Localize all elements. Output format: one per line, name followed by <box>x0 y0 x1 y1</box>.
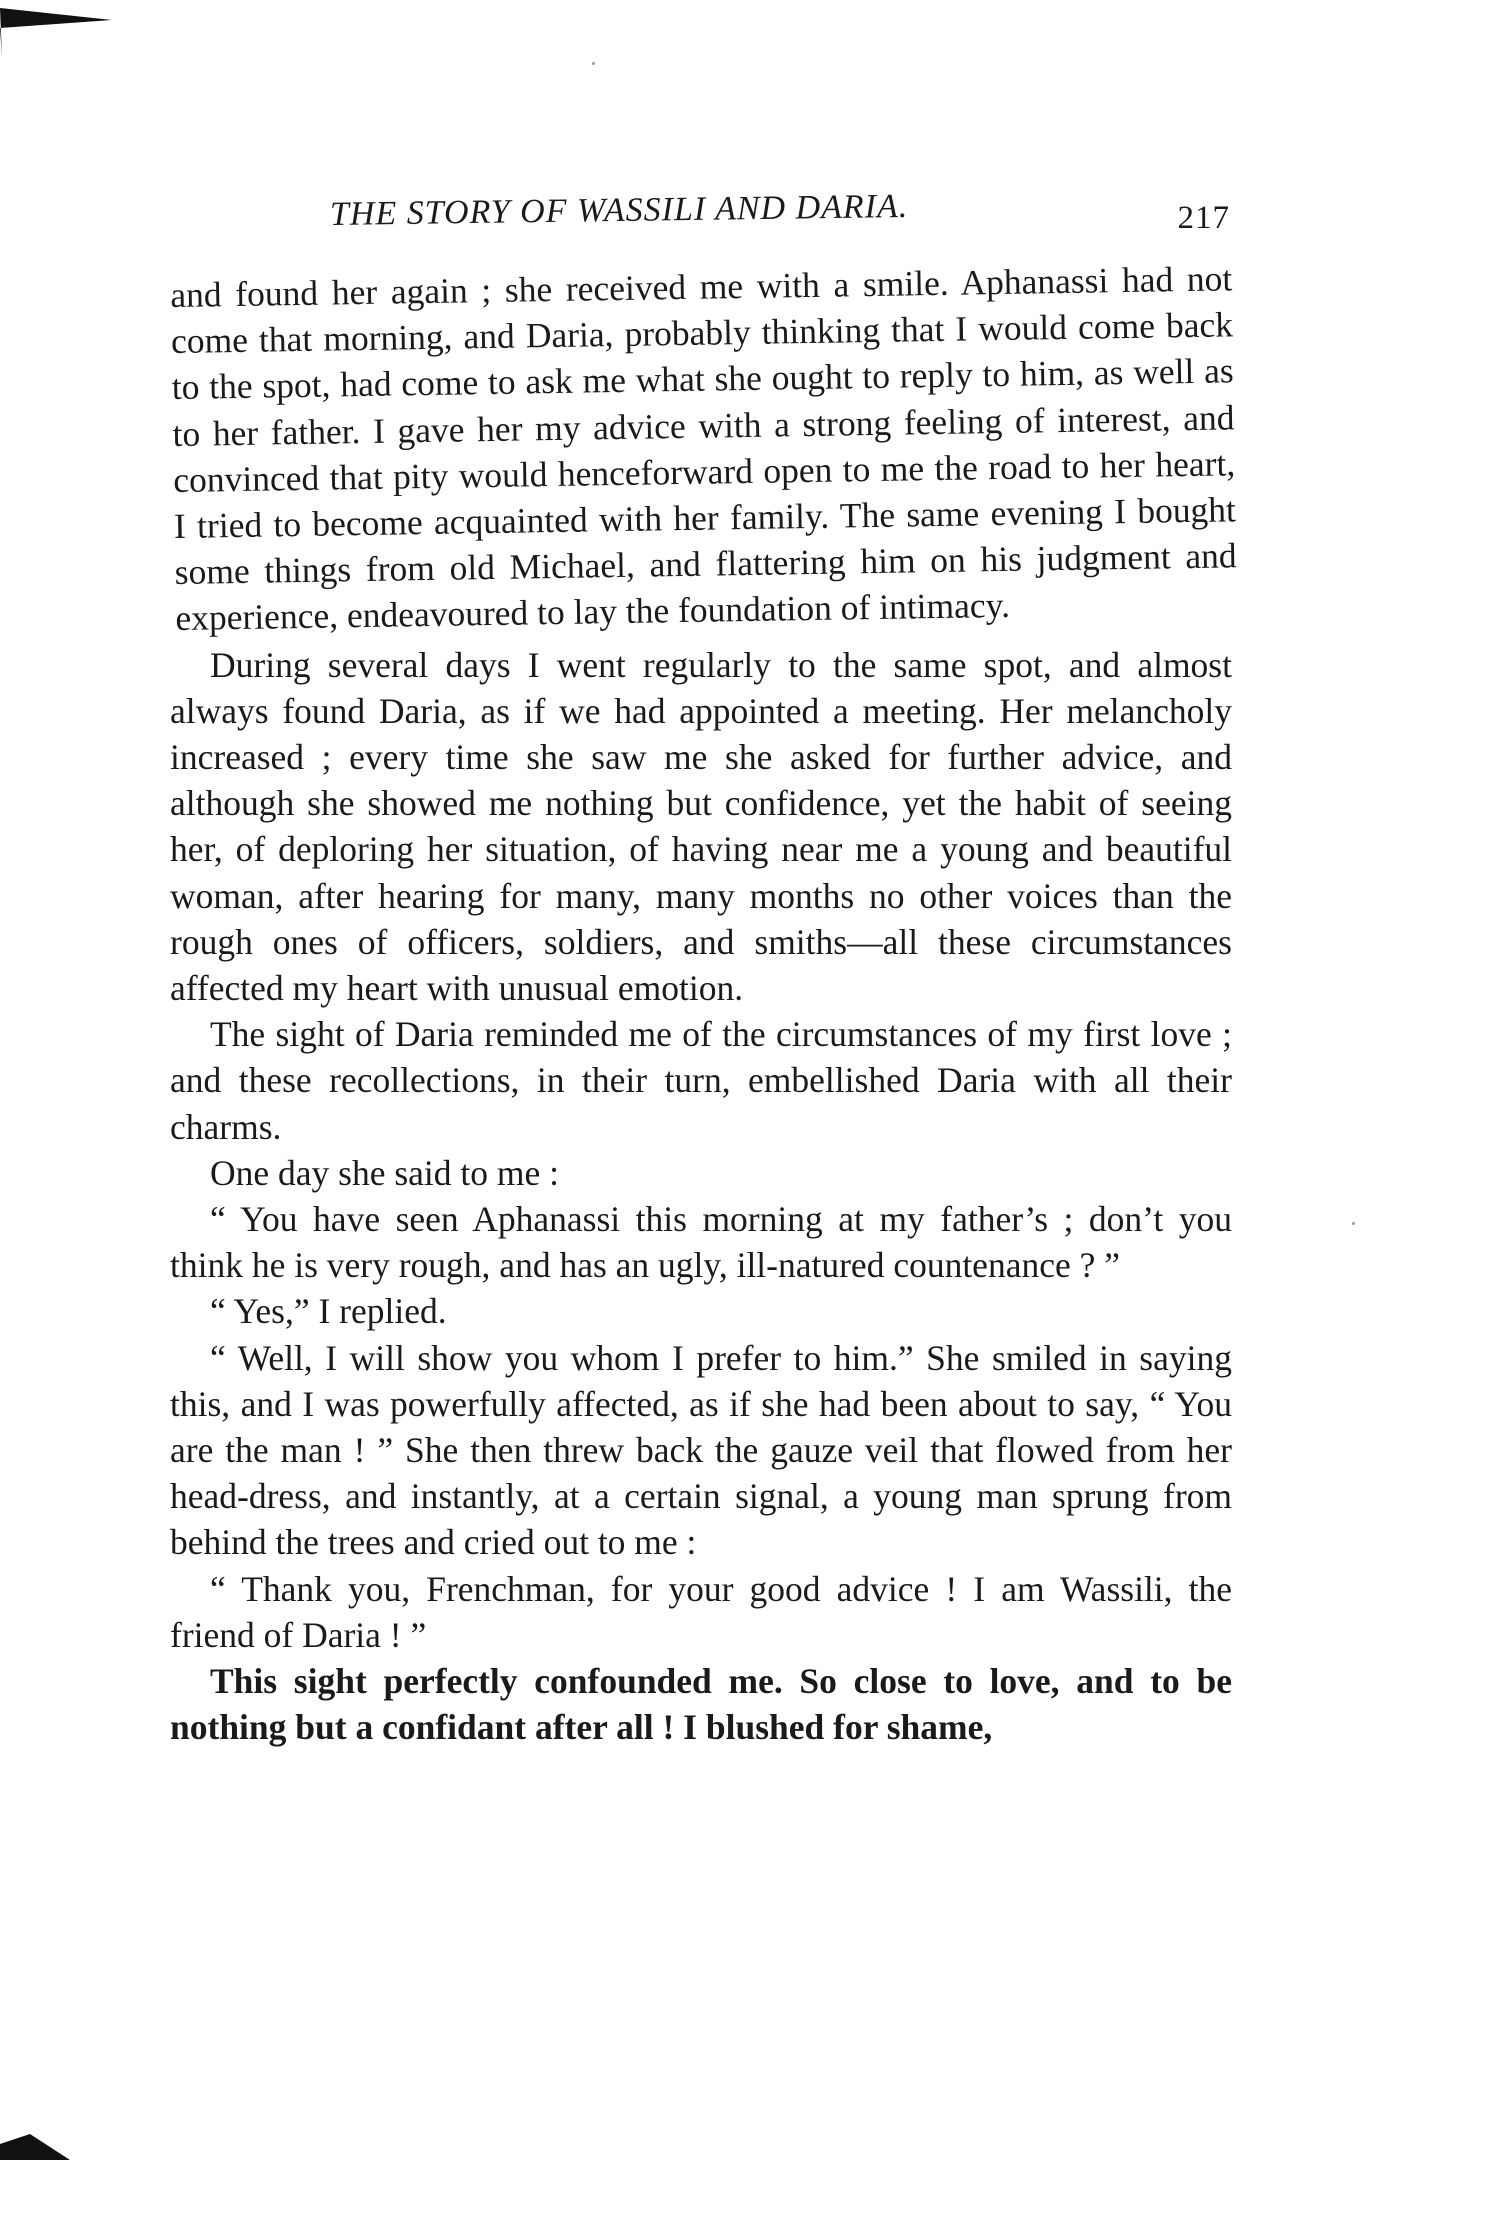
page-corner-marker-bottom <box>0 2130 70 2162</box>
paragraph: “ Well, I will show you whom I prefer to him.” She smiled in saying this, and I was powerfully affected, as if she had been about to say, “ You are the man ! ” She then threw back the gauze veil that flowed from her head-dress, and instantly, at a certain signal, a young man sprung from behind the trees and cried out to me : <box>170 1337 1232 1563</box>
paragraph: and found her again ; she received me with a smile. Aphanassi had not come that morning, and Daria, probably thinking that I would come back to the spot, had come to ask me what she ought to reply to him, as well as to her father. I gave her my advice with a strong feeling of interest, and convinced that pity would henceforward open to me the road to her heart, I tried to become acquainted with her family. The same evening I bought some things from old Michael, and flattering him on his judgment and experience, endeavoured to lay the foundation of intimacy. <box>170 258 1237 639</box>
page-number: 217 <box>1177 200 1230 236</box>
paragraph: “ You have seen Aphanassi this morning at my father’s ; don’t you think he is very rough, and has an ugly, ill-natured countenance ? ” <box>170 1199 1232 1286</box>
body-text <box>170 258 1237 1751</box>
paper-speck <box>1352 1222 1355 1225</box>
paragraph: “ Yes,” I replied. <box>210 1291 447 1332</box>
paragraph: One day she said to me : <box>210 1152 560 1193</box>
page-corner-marker-top <box>0 8 112 58</box>
paragraph: This sight perfectly confounded me. So close to love, and to be nothing but a confidant after all ! I blushed for shame, <box>170 1661 1232 1748</box>
paper-speck <box>592 62 595 65</box>
running-title: THE STORY OF WASSILI AND DARIA. <box>329 187 909 233</box>
paragraph: The sight of Daria reminded me of the circumstances of my first love ; and these recollections, in their turn, embellished Daria with all their charms. <box>170 1014 1232 1147</box>
paragraph: During several days I went regularly to the same spot, and almost always found Daria, as if we had appointed a meeting. Her melancholy increased ; every time she saw me she asked for further advice, and although she showed me nothing but confidence, yet the habit of seeing her, of deploring her situation, of having near me a young and beautiful woman, after hearing for many, many months no other voices than the rough ones of officers, soldiers, and smiths—all these circumstances affected my heart with unusual emotion. <box>170 644 1232 1009</box>
paragraph: “ Thank you, Frenchman, for your good advice ! I am Wassili, the friend of Daria ! ” <box>170 1568 1232 1655</box>
running-header <box>329 187 1230 236</box>
